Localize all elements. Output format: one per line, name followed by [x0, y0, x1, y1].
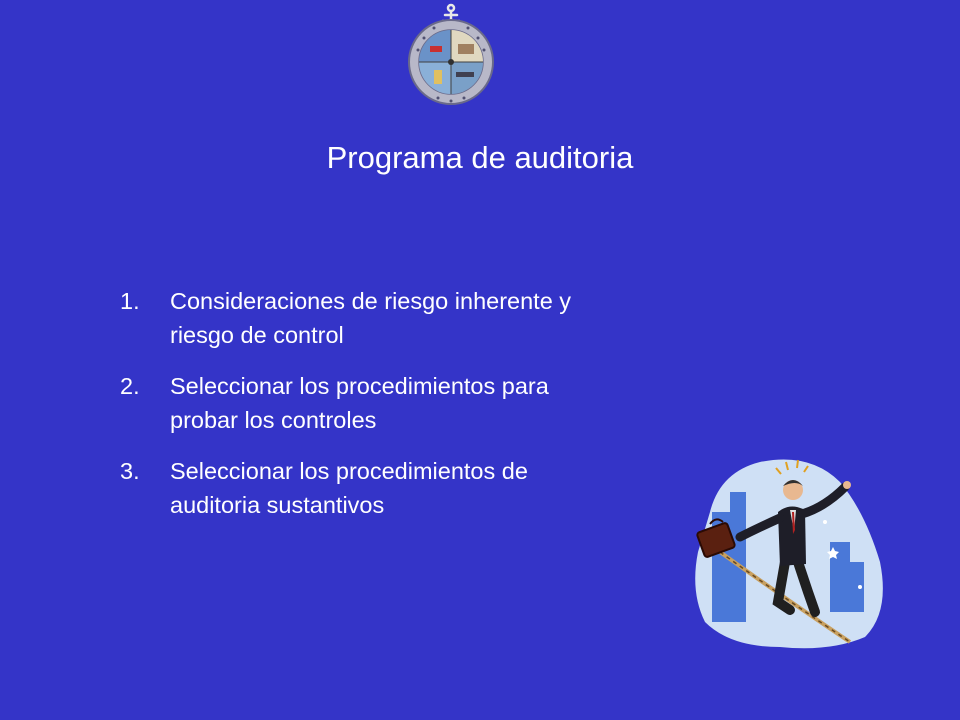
- list-item-text-line: Seleccionar los procedimientos de: [170, 458, 528, 484]
- list-item: [120, 454, 730, 522]
- anchor-seal-emblem-icon: [398, 2, 504, 108]
- businessman-tightrope-icon: [690, 452, 890, 652]
- list-item-text: [170, 454, 730, 522]
- list-item: [120, 284, 730, 352]
- list-item-text-line: Seleccionar los procedimientos para: [170, 373, 549, 399]
- list-item-number: 1.: [120, 288, 140, 314]
- list-item-text: [170, 369, 730, 437]
- list-item-text-line: riesgo de control: [170, 322, 344, 348]
- list-item-text-line: auditoria sustantivos: [170, 492, 385, 518]
- list-item: [120, 369, 730, 437]
- list-item-text-line: Consideraciones de riesgo inherente y: [170, 288, 572, 314]
- numbered-list: [120, 284, 730, 539]
- list-item-text-line: probar los controles: [170, 407, 377, 433]
- list-item-text: [170, 284, 730, 352]
- list-item-number: 3.: [120, 458, 140, 484]
- slide-title: Programa de auditoria: [326, 140, 634, 175]
- list-item-number: 2.: [120, 373, 140, 399]
